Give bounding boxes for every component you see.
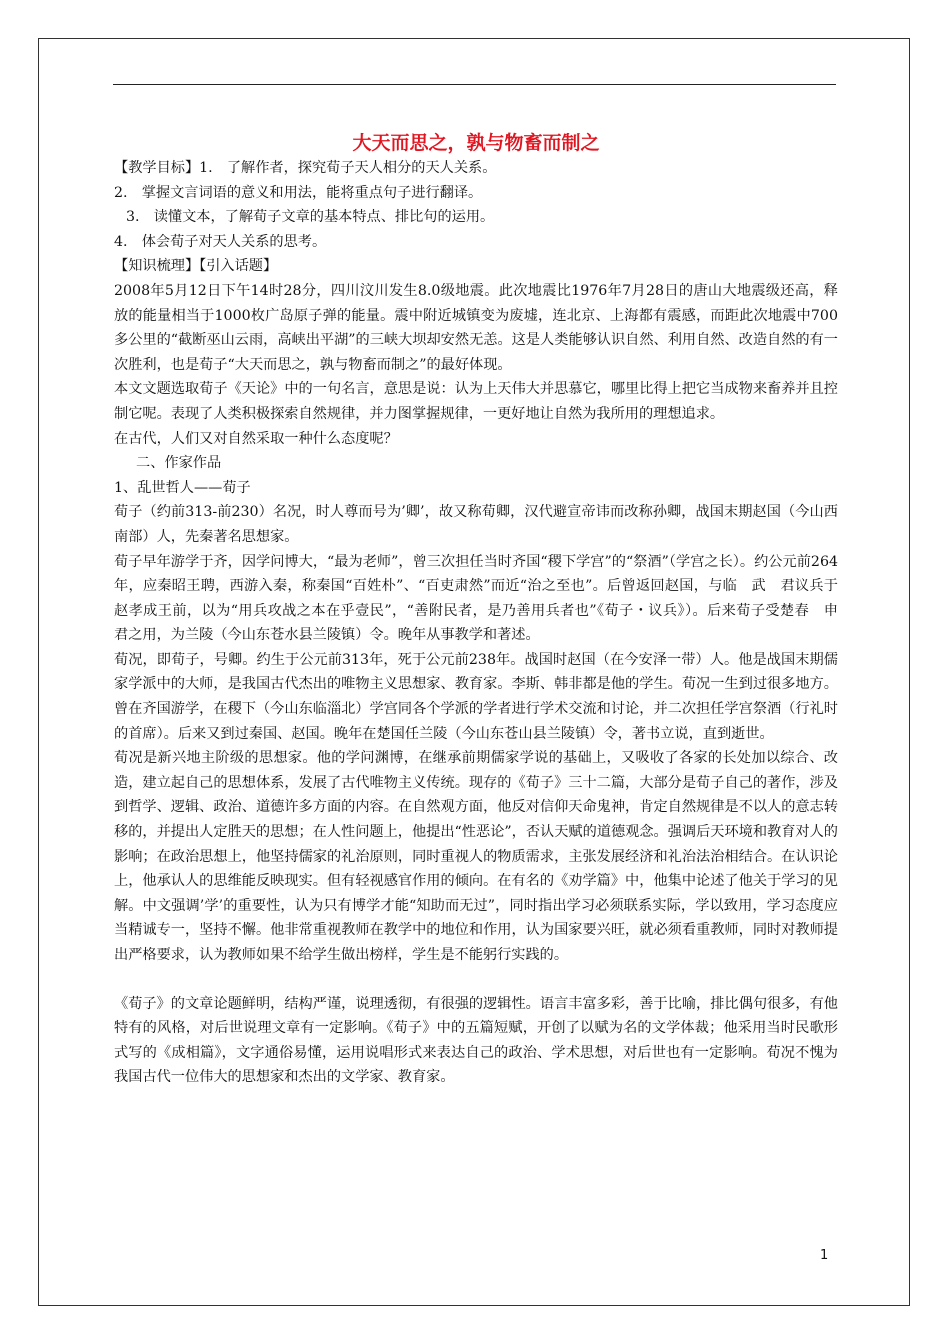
paragraph-question: 在古代，人们又对自然采取一种什么态度呢？: [114, 430, 398, 447]
paragraph-gap: [114, 968, 838, 992]
subheading-xunzi: 1、乱世哲人——荀子: [114, 479, 251, 496]
paragraph-xunkuang-life: 荀况，即荀子，号卿。约生于公元前313年，死于公元前238年。战国时赵国（在今安泽一带）人。他是战国末期儒家学派中的大师，是我国古代杰出的唯物主义思想家、教育家。李斯、韩非都是他的学生。荀况一生到过很多地方。曾在齐国游学，在稷下（今山东临淄北）学宫同各个学派的学者进行学术交流和讨论，并二次担任学宫祭酒（行礼时的首席）。后来又到过秦国、赵国。晚年在楚国任兰陵（今山东苍山县兰陵镇）令，著书立说，直到逝世。: [114, 651, 838, 742]
section-heading-knowledge: 【知识梳理】【引入话题】: [114, 258, 278, 275]
paragraph-xunzi-career: 荀子早年游学于齐，因学问博大，“最为老师”，曾三次担任当时齐国“稷下学宫”的“祭酒”（学宫之长）。约公元前264年，应秦昭王聘，西游入秦，称秦国“百姓朴”、“百吏肃然”而近“治之至也”。后曾返回赵国，与临 武 君议兵于赵孝成王前，以为“用兵攻战之本在乎壹民”，“善附民者，是乃善用兵者也”《荀子・议兵》）。后来荀子受楚春 申 君之用，为兰陵（今山东苍水县兰陵镇）令。晚年从事教学和著述。: [114, 553, 853, 644]
page-number: 1: [820, 1248, 829, 1263]
paragraph-title-meaning: 本文文题选取荀子《天论》中的一句名言，意思是说：认为上天伟大并思慕它，哪里比得上把它当成物来畜养并且控制它呢。表现了人类积极探索自然规律，并力图掌握规律，一更好地让自然为我所用的理想追求。: [114, 381, 838, 422]
paragraph-xunkuang-thought: 荀况是新兴地主阶级的思想家。他的学问渊博，在继承前期儒家学说的基础上，又吸收了各家的长处加以综合、改造，建立起自己的思想体系，发展了古代唯物主义传统。现存的《荀子》三十二篇，大部分是荀子自己的著作，涉及到哲学、逻辑、政治、道德许多方面的内容。在自然观方面，他反对信仰天命鬼神，肯定自然规律是不以人的意志转移的，并提出人定胜天的思想；在人性问题上，他提出“性恶论”，否认天赋的道德观念。强调后天环境和教育对人的影响；在政治思想上，他坚持儒家的礼治原则，同时重视人的物质需求，主张发展经济和礼治法治相结合。在认识论上，他承认人的思维能反映现实。但有轻视感官作用的倾向。在有名的《劝学篇》中，他集中论述了他关于学习的见解。中文强调’学’的重要性，认为只有博学才能“知助而无过”，同时指出学习必须联系实际，学以致用，学习态度应当精诚专一，坚持不懈。他非常重视教师在教学中的地位和作用，认为国家要兴旺，就必须看重教师，同时对教师提出严格要求，认为教师如果不给学生做出榜样，学生是不能躬行实践的。: [114, 750, 838, 963]
paragraph-xunzi-intro: 荀子（约前313-前230）名况，时人尊而号为’卿’，故又称荀卿，汉代避宣帝讳而改称孙卿，战国末期赵国（今山西南部）人，先秦著名思想家。: [114, 504, 838, 545]
teaching-goal-4: 4. 体会荀子对天人关系的思考。: [114, 233, 327, 250]
section-heading-author-works: 二、作家作品: [136, 455, 222, 472]
paragraph-earthquake: 2008年5月12日下午14时28分，四川汶川发生8.0级地震。此次地震比1976年7月28日的唐山大地震级还高，释放的能量相当于1000枚广岛原子弹的能量。震中附近城镇变为废墟，连北京、上海都有震感，而距此次地震中700多公里的“截断巫山云雨，高峡出平湖”的三峡大坝却安然无恙。这是人类能够认识自然、利用自然、改造自然的有一次胜利，也是荀子“大天而思之，孰与物畜而制之”的最好体现。: [114, 282, 838, 373]
document-body: [114, 130, 853, 1090]
paragraph-xunzi-style: 《荀子》的文章论题鲜明，结构严谨，说理透彻，有很强的逻辑性。语言丰富多彩，善于比喻，排比偶句很多，有他特有的风格，对后世说理文章有一定影响。《荀子》中的五篇短赋，开创了以赋为名的文学体裁；他采用当时民歌形式写的《成相篇》，文字通俗易懂，运用说唱形式来表达自己的政治、学术思想，对后世也有一定影响。荀况不愧为我国古代一位伟大的思想家和杰出的文学家、教育家。: [114, 995, 838, 1086]
teaching-goal-1: 【教学目标】1. 了解作者，探究荀子天人相分的天人关系。: [114, 160, 497, 176]
teaching-goal-3: 3. 读懂文本，了解荀子文章的基本特点、排比句的运用。: [126, 209, 495, 226]
document-title: 大天而思之，孰与物畜而制之: [352, 132, 600, 154]
teaching-goal-2: 2. 掌握文言词语的意义和用法，能将重点句子进行翻译。: [114, 184, 483, 201]
header-rule: [113, 84, 836, 85]
